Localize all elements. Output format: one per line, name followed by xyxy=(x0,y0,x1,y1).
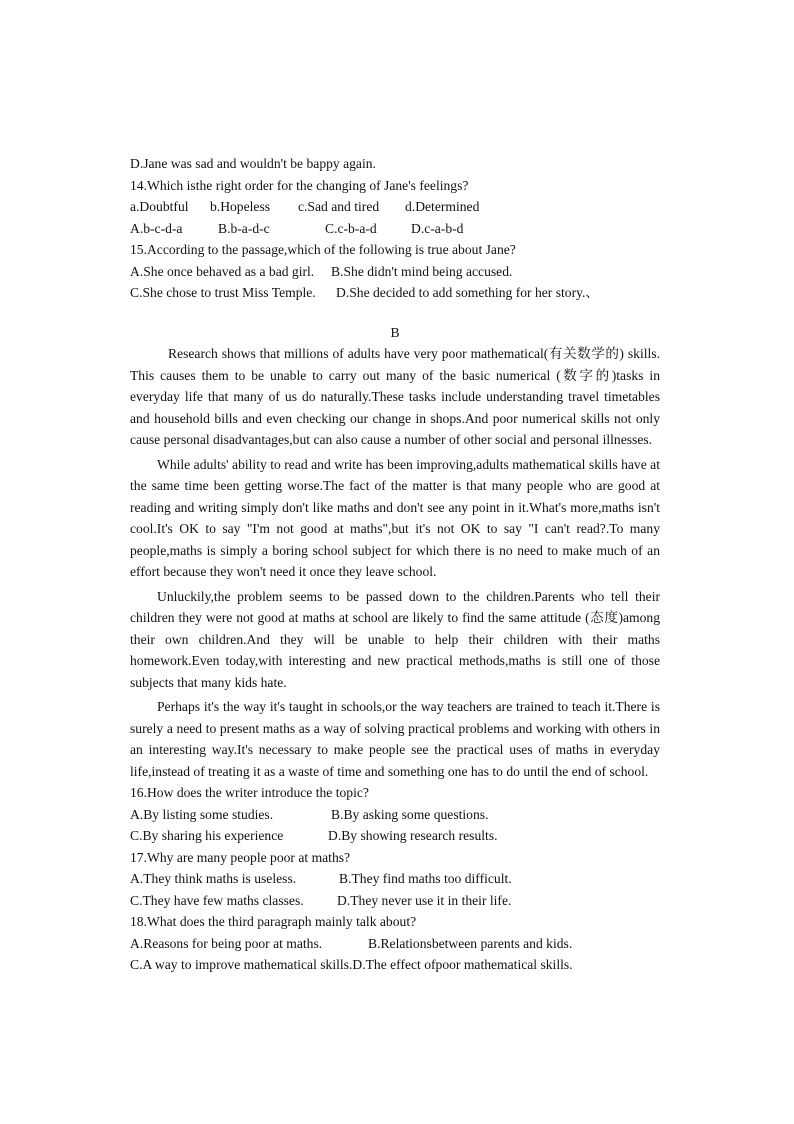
q14-feeling-d: d.Determined xyxy=(405,199,480,214)
passage-paragraph-1: Research shows that millions of adults have very poor mathematical(有关数学的) skills. This causes them to be unable to carry out many of the basic numerical (数字的)tasks in everyday life that many of us do naturally.These tasks include understanding travel timetables and household bills and even checking our change in shops.And poor numerical skills not only cause personal disadvantages,but can also cause a number of other social and personal illnesses. xyxy=(130,346,660,447)
q14-feeling-c: c.Sad and tired xyxy=(298,199,380,214)
q18-options-row2 xyxy=(130,954,660,976)
q17-option-a: A.They think maths is useless. xyxy=(130,871,297,886)
q15-option-b: B.She didn't mind being accused. xyxy=(331,263,513,279)
passage-paragraph-4: Perhaps it's the way it's taught in schools,or the way teachers are trained to teach it.There is surely a need to present maths as a way of solving practical problems and working with others in an interesting way.It's necessary to make people see the practical uses of maths in everyday life,instead of treating it as a waste of time and something one has to do until the end of school. xyxy=(130,699,660,779)
q14-feeling-a: a.Doubtful xyxy=(130,199,189,214)
q14-option-c: C.c-b-a-d xyxy=(325,220,377,236)
q16-option-a: A.By listing some studies. xyxy=(130,806,274,822)
q18-option-c: C.A way to improve mathematical skills. xyxy=(130,957,353,972)
passage-paragraph-2: While adults' ability to read and write has been improving,adults mathematical skills have at the same time been getting worse.The fact of the matter is that many people who are good at reading and writing simply don't like maths and don't see any point in it.What's more,maths isn't cool.It's OK to say "I'm not good at maths",but it's not OK to say "I can't read?.To many people,maths is simply a boring school subject for which there is no need to make much of an effort because they won't need it once they leave school. xyxy=(130,456,660,579)
q17-option-c: C.They have few maths classes. xyxy=(130,892,304,908)
q16-option-b: B.By asking some questions. xyxy=(331,806,489,822)
q15-options-row2 xyxy=(130,282,660,304)
q15-option-c: C.She chose to trust Miss Temple. xyxy=(130,285,316,300)
q16-option-d: D.By showing research results. xyxy=(328,828,498,843)
q14-option-a: A.b-c-d-a xyxy=(130,220,183,236)
q15-option-a: A.She once behaved as a bad girl. xyxy=(130,263,315,279)
q18-question: 18.What does the third paragraph mainly talk about? xyxy=(130,914,417,929)
q14-feeling-b: b.Hopeless xyxy=(210,199,271,214)
q15-question: 15.According to the passage,which of the following is true about Jane? xyxy=(130,242,516,257)
q17-options-row1 xyxy=(130,868,660,890)
q14-question: 14.Which isthe right order for the changing of Jane's feelings? xyxy=(130,177,469,193)
q18-option-d: D.The effect ofpoor mathematical skills. xyxy=(352,957,573,972)
q17-option-d: D.They never use it in their life. xyxy=(337,892,512,908)
passage-paragraph-3: Unluckily,the problem seems to be passed down to the children.Parents who tell their children they were not good at maths at school are likely to find the same attitude (态度)among their own children.And they will be unable to help their children with their maths homework.Even today,with interesting and new practical methods,maths is still one of those subjects that many kids hate. xyxy=(130,588,660,690)
q15-option-d: D.She decided to add something for her story.、 xyxy=(336,285,600,300)
q17-option-b: B.They find maths too difficult. xyxy=(339,871,512,886)
passage-b-heading: B xyxy=(390,324,400,340)
q13-option-d: D.Jane was sad and wouldn't be bappy again. xyxy=(130,156,376,171)
q16-option-c: C.By sharing his experience xyxy=(130,828,284,843)
q15-options-row1 xyxy=(130,261,660,283)
q18-options-row1 xyxy=(130,933,660,955)
q17-question: 17.Why are many people poor at maths? xyxy=(130,849,351,865)
q16-options-row1 xyxy=(130,804,660,826)
q16-question: 16.How does the writer introduce the topic? xyxy=(130,785,369,800)
exam-page xyxy=(130,153,660,976)
q18-option-b: B.Relationsbetween parents and kids. xyxy=(368,935,573,951)
q16-options-row2 xyxy=(130,825,660,847)
q17-options-row2 xyxy=(130,890,660,912)
q18-option-a: A.Reasons for being poor at maths. xyxy=(130,935,323,951)
q14-option-d: D.c-a-b-d xyxy=(411,220,464,236)
q14-option-b: B.b-a-d-c xyxy=(218,220,270,236)
q14-feelings xyxy=(130,196,660,218)
q14-options xyxy=(130,218,660,240)
